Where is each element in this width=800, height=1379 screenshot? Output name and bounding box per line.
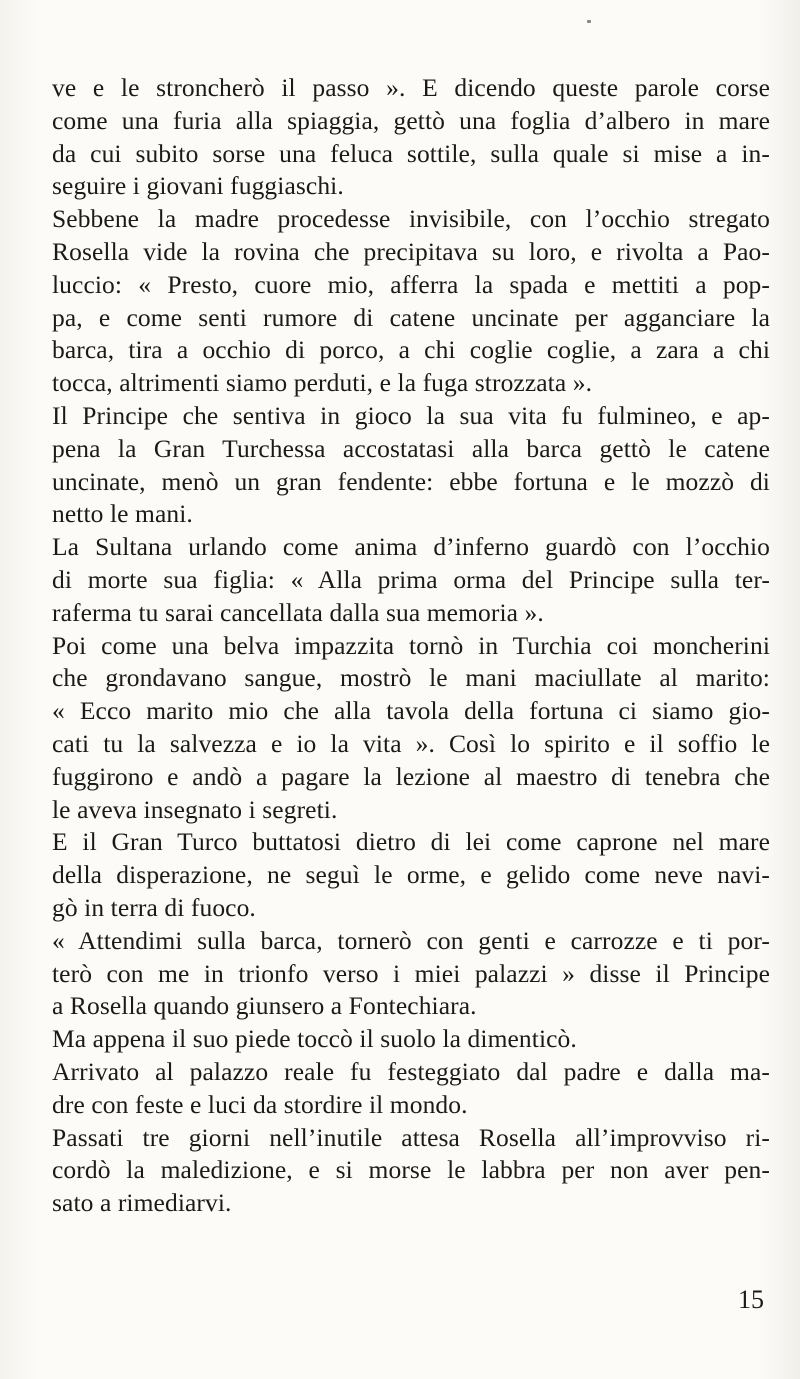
text-line: « Ecco marito mio che alla tavola della fortuna ci siamo gio- bbox=[52, 696, 770, 726]
text-line: netto le mani. bbox=[52, 499, 193, 529]
text-line: a Rosella quando giunsero a Fontechiara. bbox=[52, 991, 477, 1021]
page-number: 15 bbox=[738, 1285, 764, 1314]
paper-speck bbox=[587, 20, 591, 23]
text-line: « Attendimi sulla barca, tornerò con genti e carrozze e ti por- bbox=[52, 925, 770, 955]
text-line: da cui subito sorse una feluca sottile, sulla quale si mise a in- bbox=[52, 138, 770, 168]
text-line: sato a rimediarvi. bbox=[52, 1188, 232, 1218]
text-line: barca, tira a occhio di porco, a chi coglie coglie, a zara a chi bbox=[52, 335, 770, 365]
text-line: che grondavano sangue, mostrò le mani maciullate al marito: bbox=[52, 663, 770, 693]
text-line: uncinate, menò un gran fendente: ebbe fortuna e le mozzò di bbox=[52, 466, 770, 496]
text-line: Rosella vide la rovina che precipitava su loro, e rivolta a Pao- bbox=[52, 236, 770, 266]
text-line: raferma tu sarai cancellata dalla sua memoria ». bbox=[52, 597, 544, 627]
text-line: pena la Gran Turchessa accostatasi alla barca gettò le catene bbox=[52, 433, 770, 463]
text-line: cordò la maledizione, e si morse le labbra per non aver pen- bbox=[52, 1155, 770, 1185]
text-line: Arrivato al palazzo reale fu festeggiato dal padre e dalla ma- bbox=[52, 1056, 770, 1086]
text-line: cati tu la salvezza e io la vita ». Così lo spirito e il soffio le bbox=[52, 728, 770, 758]
body-text bbox=[52, 72, 770, 1220]
text-line: terò con me in trionfo verso i miei palazzi » disse il Principe bbox=[52, 958, 770, 988]
text-line: Passati tre giorni nell’inutile attesa Rosella all’improvviso ri- bbox=[52, 1122, 770, 1152]
text-line: E il Gran Turco buttatosi dietro di lei come caprone nel mare bbox=[52, 827, 770, 857]
text-line: le aveva insegnato i segreti. bbox=[52, 794, 338, 824]
text-line: luccio: « Presto, cuore mio, afferra la spada e mettiti a pop- bbox=[52, 269, 770, 299]
text-line: gò in terra di fuoco. bbox=[52, 892, 256, 922]
text-line: Sebbene la madre procedesse invisibile, con l’occhio stregato bbox=[52, 204, 770, 234]
text-line: fuggirono e andò a pagare la lezione al maestro di tenebra che bbox=[52, 761, 770, 791]
text-line: Ma appena il suo piede toccò il suolo la dimenticò. bbox=[52, 1024, 577, 1054]
text-line: tocca, altrimenti siamo perduti, e la fuga strozzata ». bbox=[52, 368, 593, 398]
text-line: ve e le stroncherò il passo ». E dicendo queste parole corse bbox=[52, 73, 770, 102]
text-line: pa, e come senti rumore di catene uncinate per agganciare la bbox=[52, 302, 770, 332]
text-line: come una furia alla spiaggia, gettò una foglia d’albero in mare bbox=[52, 105, 770, 135]
text-line: di morte sua figlia: « Alla prima orma del Principe sulla ter- bbox=[52, 564, 770, 594]
text-line: La Sultana urlando come anima d’inferno guardò con l’occhio bbox=[52, 532, 770, 562]
text-line: Il Principe che sentiva in gioco la sua vita fu fulmineo, e ap- bbox=[52, 400, 770, 430]
text-line: dre con feste e luci da stordire il mondo. bbox=[52, 1089, 468, 1119]
text-line: Poi come una belva impazzita tornò in Turchia coi moncherini bbox=[52, 630, 770, 660]
text-line: seguire i giovani fuggiaschi. bbox=[52, 171, 344, 201]
text-line: della disperazione, ne seguì le orme, e gelido come neve navi- bbox=[52, 860, 770, 890]
